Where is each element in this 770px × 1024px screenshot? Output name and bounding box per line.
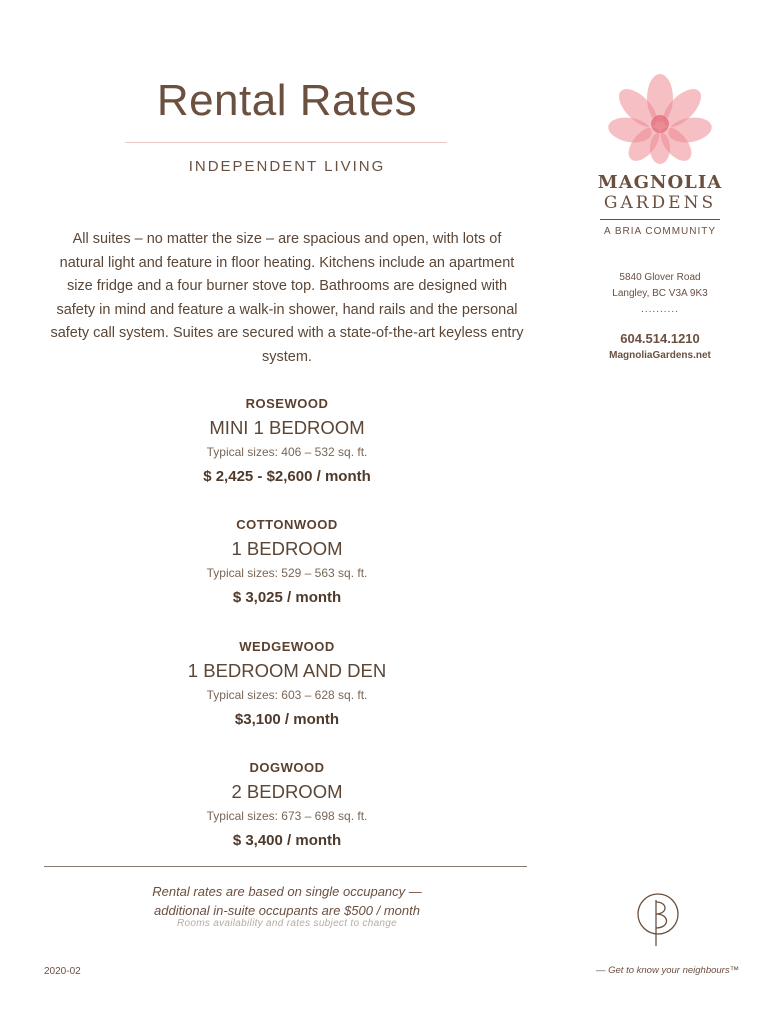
availability-disclaimer: Rooms availability and rates subject to change	[176, 918, 398, 929]
suite-sizes: Typical sizes: 529 – 563 sq. ft.	[206, 566, 368, 580]
brand-name-line1: MAGNOLIA	[597, 172, 723, 193]
suite-price: $ 3,400 / month	[232, 832, 342, 849]
rate-block-cottonwood	[40, 517, 534, 606]
suite-name: ROSEWOOD	[245, 396, 329, 411]
rate-block-dogwood	[40, 760, 534, 849]
footer-divider	[44, 866, 527, 867]
suite-sizes: Typical sizes: 673 – 698 sq. ft.	[206, 809, 368, 823]
title-divider	[125, 142, 447, 143]
suite-type: MINI 1 BEDROOM	[209, 417, 365, 438]
address-line2: Langley, BC V3A 9K3	[612, 288, 708, 299]
suite-name: DOGWOOD	[249, 760, 325, 775]
suite-price: $ 3,025 / month	[232, 589, 342, 606]
suite-sizes: Typical sizes: 603 – 628 sq. ft.	[206, 688, 368, 702]
page-subtitle: INDEPENDENT LIVING	[188, 158, 386, 175]
occupancy-note-line2: additional in-suite occupants are $500 / month	[154, 903, 420, 918]
address-line1: 5840 Glover Road	[619, 272, 701, 283]
suite-name: COTTONWOOD	[236, 517, 338, 532]
tagline: — Get to know your neighbours™	[596, 965, 740, 976]
suite-type: 1 BEDROOM AND DEN	[187, 660, 387, 681]
brand-divider	[600, 219, 720, 220]
bria-b-logo-icon	[636, 890, 680, 950]
suite-price: $ 2,425 - $2,600 / month	[203, 468, 371, 485]
occupancy-note	[40, 882, 534, 920]
occupancy-note-line1: Rental rates are based on single occupancy —	[152, 884, 422, 899]
document-date: 2020-02	[44, 966, 81, 977]
intro-paragraph: All suites – no matter the size – are spacious and open, with lots of natural light and feature in floor heating. Kitchens include an apartment size fridge and a four burner stove top. Bathrooms are designed with safety in mind and feature a walk-in shower, hand rails and the personal safety call system. Suites are secured with a state-of-the-art keyless entry system.	[50, 231, 524, 365]
suite-price: $3,100 / month	[234, 711, 340, 728]
phone-number: 604.514.1210	[620, 331, 700, 346]
brand-name-line2: GARDENS	[603, 193, 717, 213]
suite-name: WEDGEWOOD	[239, 639, 335, 654]
brand-community: A BRIA COMMUNITY	[603, 226, 717, 237]
suite-type: 1 BEDROOM	[231, 538, 343, 559]
dotted-divider: ..........	[641, 304, 679, 315]
page-title: Rental Rates	[156, 76, 418, 125]
rate-block-wedgewood	[40, 639, 534, 728]
address	[596, 270, 724, 302]
website-link[interactable]: MagnoliaGardens.net	[609, 350, 711, 361]
magnolia-flower-icon	[608, 74, 712, 166]
suite-sizes: Typical sizes: 406 – 532 sq. ft.	[206, 445, 368, 459]
suite-type: 2 BEDROOM	[231, 781, 343, 802]
rate-block-rosewood	[40, 396, 534, 485]
